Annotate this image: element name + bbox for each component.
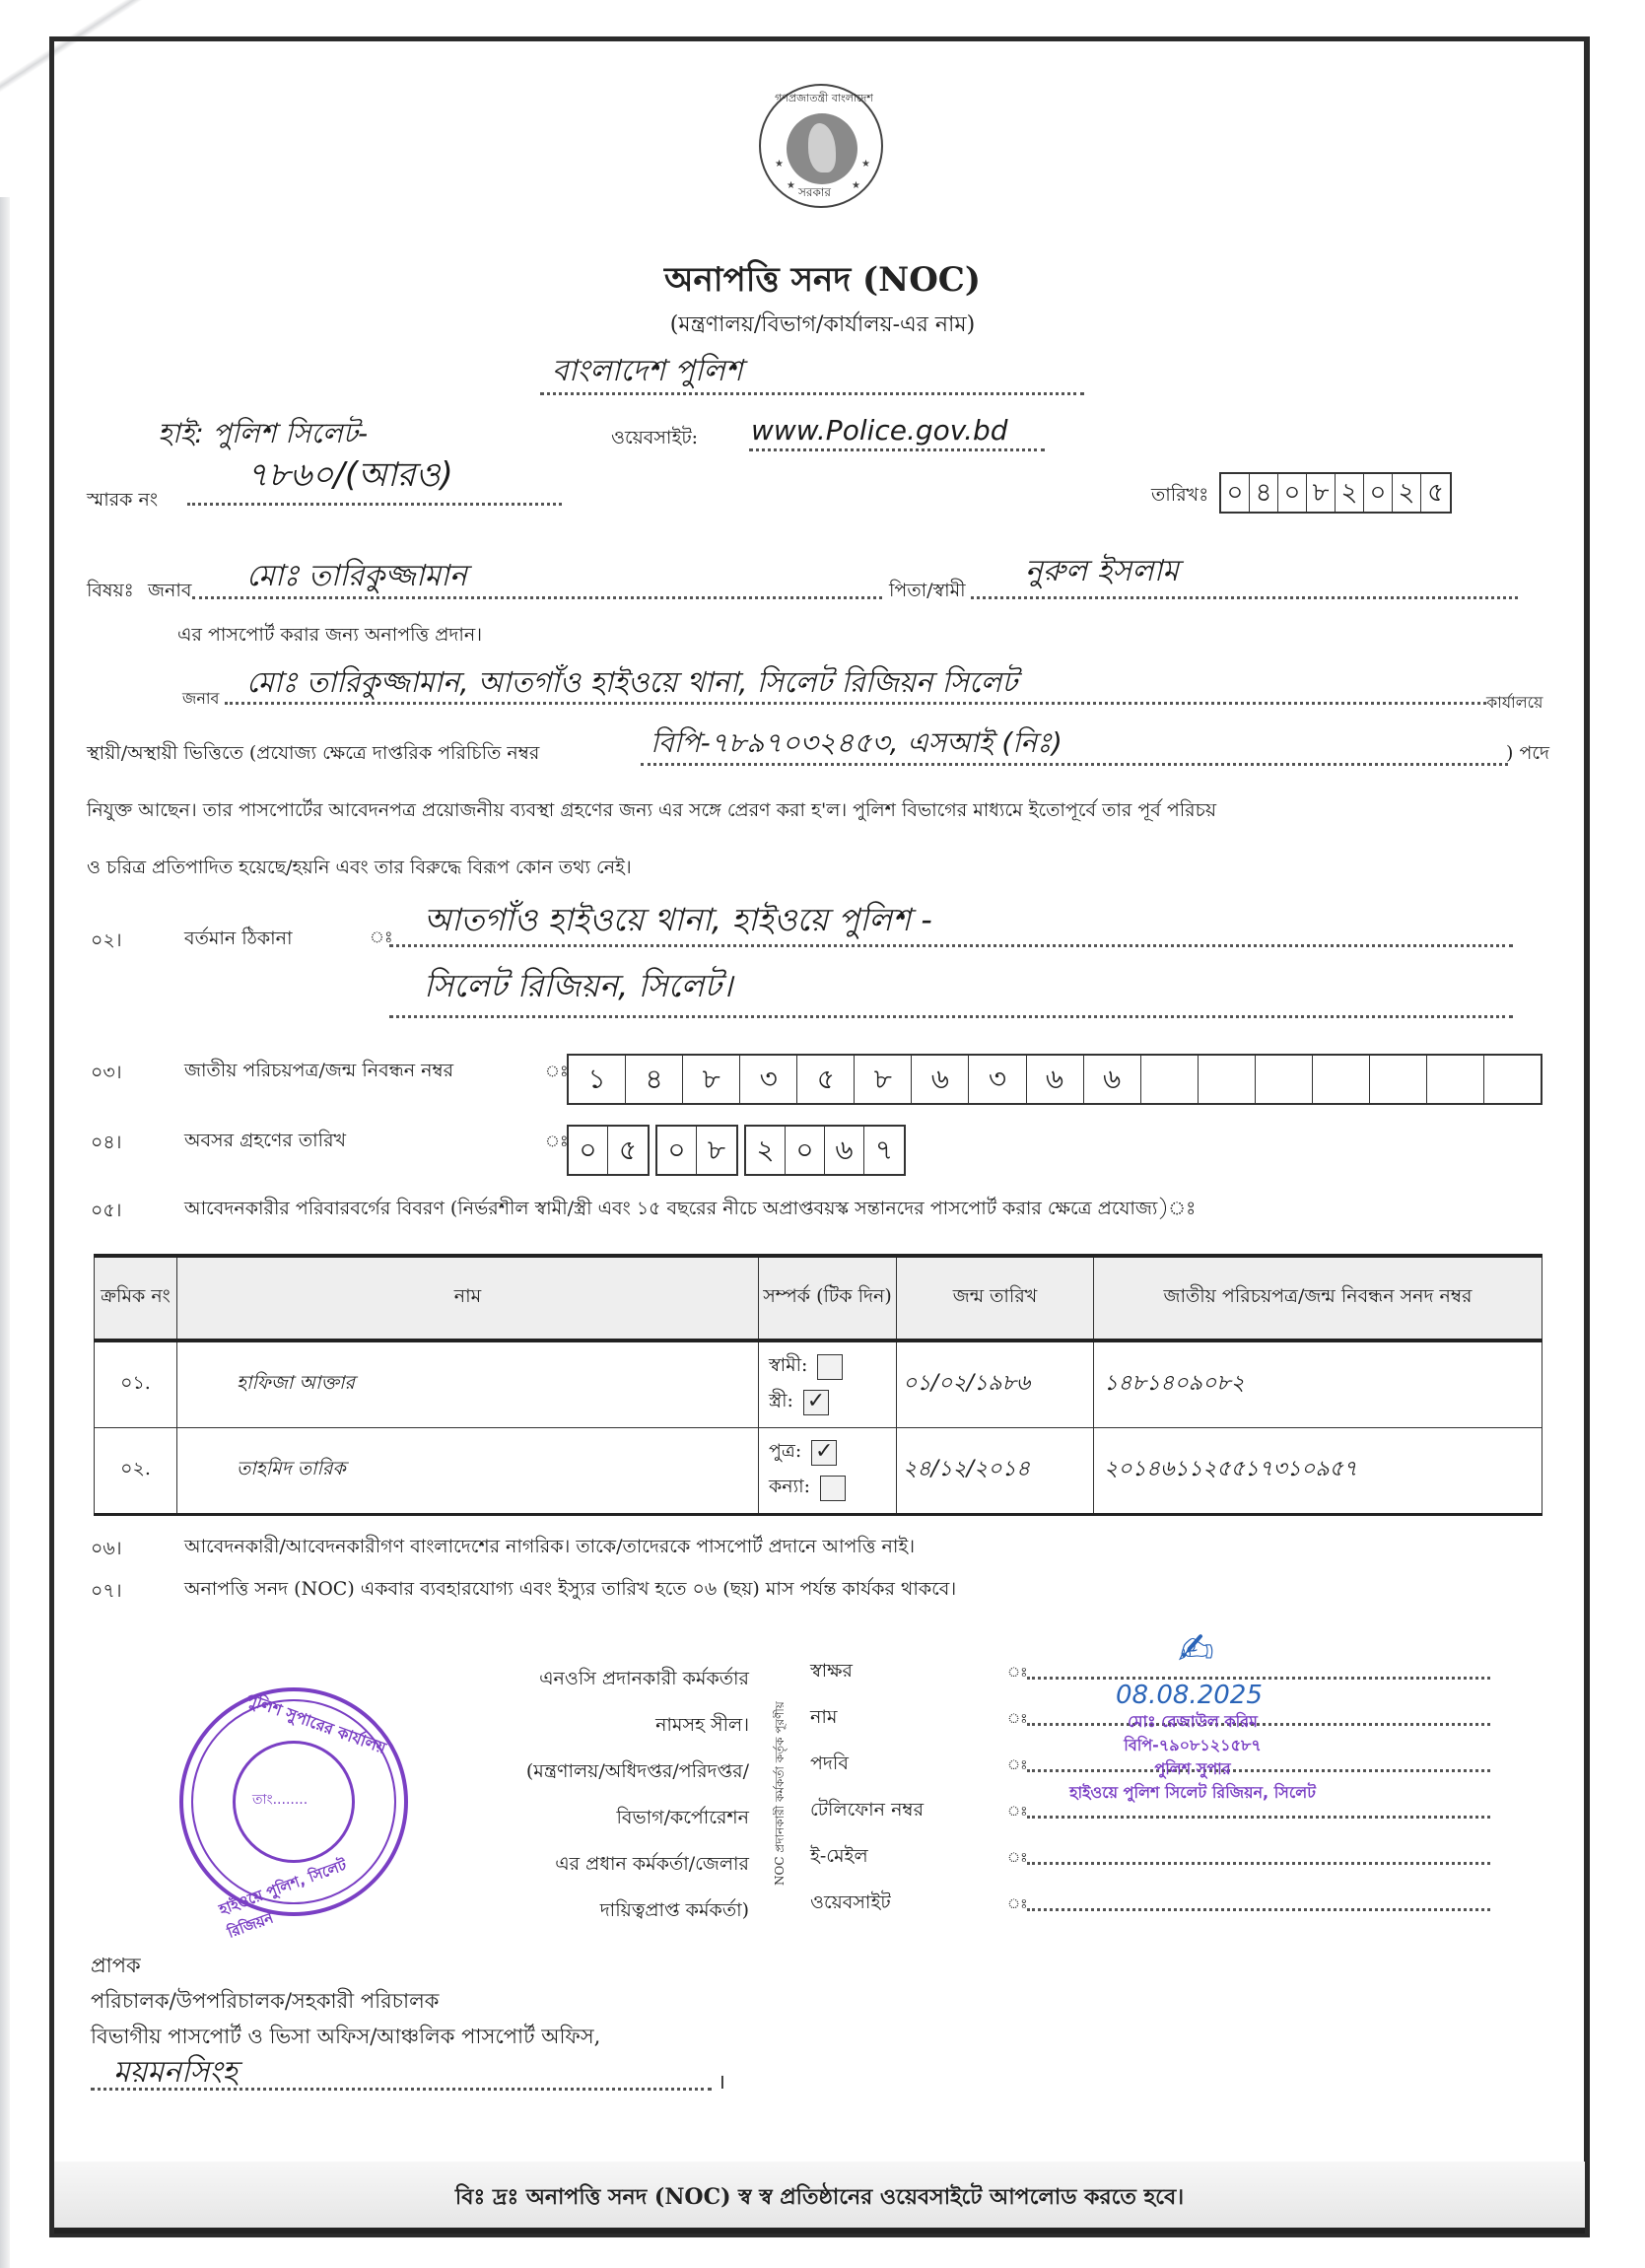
recipient-end-mark: । xyxy=(718,2070,725,2094)
subject-label: বিষয়ঃ xyxy=(87,580,134,601)
row-serial: ০২. xyxy=(95,1427,177,1514)
address-line1-value[interactable]: আতগাঁও হাইওয়ে থানা, হাইওয়ে পুলিশ - xyxy=(424,901,932,938)
issuer-field-colon: ঃ xyxy=(1007,1896,1028,1912)
website-underline xyxy=(749,448,1045,451)
nid-digit-box[interactable] xyxy=(1141,1056,1199,1103)
star-icon: ★ xyxy=(852,180,860,191)
family-table-row xyxy=(95,1427,1542,1514)
memo-label: স্মারক নং xyxy=(87,489,159,511)
address-label: বর্তমান ঠিকানা xyxy=(184,928,293,949)
issuer-description-line: বিভাগ/কর্পোরেশন xyxy=(616,1807,749,1828)
signed-date: 08.08.2025 xyxy=(1116,1681,1263,1710)
issuer-field-colon: ঃ xyxy=(1007,1711,1028,1727)
document-subtitle: (মন্ত্রণালয়/বিভাগ/কার্যালয়-এর নাম) xyxy=(669,312,976,337)
government-emblem xyxy=(759,84,883,208)
nid-digit-box[interactable]: ৩ xyxy=(969,1056,1026,1103)
issuer-field-label: টেলিফোন নম্বর xyxy=(810,1799,925,1821)
row-dob[interactable]: ০১/০২/১৯৮৬ xyxy=(897,1340,1094,1427)
nid-colon: ঃ xyxy=(545,1062,569,1080)
relation-option xyxy=(769,1435,896,1471)
page-edge-shadow xyxy=(0,197,10,2268)
checkbox-checked[interactable]: ✓ xyxy=(811,1440,837,1466)
checkbox-unchecked[interactable] xyxy=(817,1354,843,1380)
date-digit-box[interactable]: ০ xyxy=(1221,474,1250,512)
date-digit-box[interactable]: ২ xyxy=(1336,474,1364,512)
officer-name-stamp xyxy=(1069,1710,1316,1805)
retirement-month-group xyxy=(655,1125,738,1176)
emblem-ring-text: গণপ্রজাতন্ত্রী বাংলাদেশ xyxy=(775,92,873,104)
item-06-text: আবেদনকারী/আবেদনকারীগণ বাংলাদেশের নাগরিক। তাকে/তাদেরকে পাসপোর্ট প্রদানে আপত্তি নাই। xyxy=(184,1536,916,1557)
family-table-header xyxy=(95,1256,1542,1340)
officer-stamp-line: পুলিশ সুপার xyxy=(1154,1759,1231,1778)
nid-number-boxes[interactable] xyxy=(567,1054,1542,1105)
nid-digit-box[interactable]: ৮ xyxy=(855,1056,912,1103)
body-janab-label: জনাব xyxy=(182,689,220,708)
retirement-digit-box[interactable]: ০ xyxy=(786,1127,825,1174)
item-06-number: ০৬। xyxy=(91,1538,122,1559)
relation-option-label: স্ত্রী: xyxy=(769,1389,793,1411)
retirement-digit-box[interactable]: ০ xyxy=(657,1127,697,1174)
issuer-field-label: ই-মেইল xyxy=(810,1845,868,1867)
retirement-digit-box[interactable]: ৭ xyxy=(874,1134,894,1166)
officer-stamp-line: হাইওয়ে পুলিশ সিলেট রিজিয়ন, সিলেট xyxy=(1069,1783,1316,1802)
checkbox-unchecked[interactable] xyxy=(820,1476,846,1501)
relation-option-label: পুত্র: xyxy=(769,1439,802,1462)
memo-prefix[interactable]: হাই: পুলিশ সিলেট- xyxy=(158,417,369,449)
star-icon: ★ xyxy=(861,159,870,170)
date-digit-box[interactable]: ৫ xyxy=(1427,478,1444,508)
date-digit-box[interactable]: ২ xyxy=(1393,474,1421,512)
item-02-number: ০২। xyxy=(91,929,122,951)
issuer-description-line: এনওসি প্রদানকারী কর্মকর্তার xyxy=(539,1668,749,1689)
item-07-text: অনাপত্তি সনদ (NOC) একবার ব্যবহারযোগ্য এবং ইস্যুর তারিখ হতে ০৬ (ছয়) মাস পর্যন্ত কার্যকর থাকবে। xyxy=(184,1578,957,1600)
relation-option-label: স্বামী: xyxy=(769,1353,808,1376)
seal-inner-text: তাং........ xyxy=(252,1792,308,1808)
issuer-description xyxy=(444,1656,749,1934)
retirement-digit-box[interactable]: ৮ xyxy=(707,1134,726,1166)
purpose-line: এর পাসপোর্ট করার জন্য অনাপত্তি প্রদান। xyxy=(177,624,483,646)
row-nid[interactable]: ২০১৪৬১১২৫৫১৭৩১০৯৫৭ xyxy=(1094,1427,1542,1514)
issuer-description-line: (মন্ত্রণালয়/অধিদপ্তর/পরিদপ্তর/ xyxy=(525,1760,749,1782)
relation-option xyxy=(769,1349,896,1385)
office-underline xyxy=(225,702,1486,705)
nid-digit-box[interactable]: ১ xyxy=(569,1056,626,1103)
emblem-ring-bottom-text: সরকার xyxy=(798,185,832,199)
nid-digit-box[interactable] xyxy=(1199,1056,1256,1103)
star-icon: ★ xyxy=(775,159,784,170)
vertical-noc-label: NOC প্রদানকারী কর্মকর্তা কর্তৃক পূরণীয় xyxy=(773,1701,787,1887)
memo-underline xyxy=(187,503,562,506)
row-dob[interactable]: ২৪/১২/২০১৪ xyxy=(897,1427,1094,1514)
nid-digit-box[interactable] xyxy=(1256,1056,1313,1103)
relation-option xyxy=(769,1385,896,1420)
row-name[interactable]: হাফিজা আক্তার xyxy=(177,1340,759,1427)
address-line1-underline xyxy=(389,944,1513,947)
header-serial: ক্রমিক নং xyxy=(95,1256,177,1340)
item-05-number: ০৫। xyxy=(91,1200,122,1221)
row-relation xyxy=(759,1427,897,1514)
office-seal xyxy=(179,1687,408,1942)
issuer-field-input[interactable] xyxy=(1027,1862,1490,1865)
issuer-field-row xyxy=(810,1883,1500,1929)
date-digit-box[interactable]: ৮ xyxy=(1307,474,1336,512)
retirement-colon: ঃ xyxy=(545,1132,569,1150)
janab-label: জনাব xyxy=(148,580,192,601)
issuer-field-input[interactable] xyxy=(1027,1908,1490,1911)
recipient-line2: বিভাগীয় পাসপোর্ট ও ভিসা অফিস/আঞ্চলিক পাসপোর্ট অফিস, xyxy=(91,2025,601,2048)
retirement-digit-box[interactable]: ৬ xyxy=(825,1127,864,1174)
website-value[interactable]: www.Police.gov.bd xyxy=(751,414,1008,447)
official-id-underline xyxy=(641,763,1508,766)
address-colon: ঃ xyxy=(370,928,393,946)
issuer-field-label: স্বাক্ষর xyxy=(810,1660,853,1682)
issuer-field-label: ওয়েবসাইট xyxy=(810,1891,891,1913)
retirement-date-label: অবসর গ্রহণের তারিখ xyxy=(184,1130,347,1151)
row-name[interactable]: তাহমিদ তারিক xyxy=(177,1427,759,1514)
official-id-value[interactable]: বিপি-৭৮৯৭০৩২৪৫৩, এসআই (নিঃ) xyxy=(651,726,1062,759)
date-digit-box[interactable]: ৪ xyxy=(1250,474,1278,512)
issuer-field-label: নাম xyxy=(810,1706,838,1728)
seal-top-text: পুলিশ সুপারের কার্যালয় xyxy=(243,1689,389,1757)
header-name: নাম xyxy=(177,1256,759,1340)
nid-digit-box[interactable]: ৬ xyxy=(1027,1056,1084,1103)
body-line2-prefix: স্থায়ী/অস্থায়ী ভিত্তিতে (প্রযোজ্য ক্ষেত্রে দাপ্তরিক পরিচিতি নম্বর xyxy=(87,742,540,764)
nid-digit-box[interactable] xyxy=(1370,1056,1427,1103)
family-table-row xyxy=(95,1340,1542,1427)
nid-digit-box[interactable] xyxy=(1313,1056,1370,1103)
officer-stamp-line: বিপি-৭৯০৮১২১৫৮৭ xyxy=(1124,1736,1262,1754)
nid-digit-box[interactable]: ৫ xyxy=(797,1056,855,1103)
retirement-digit-box[interactable]: ৫ xyxy=(618,1134,638,1166)
row-serial: ০১. xyxy=(95,1340,177,1427)
body-line4: ও চরিত্র প্রতিপাদিত হয়েছে/হয়নি এবং তার বিরুদ্ধে বিরূপ কোন তথ্য নেই। xyxy=(87,857,632,878)
recipient-label: প্রাপক xyxy=(91,1954,141,1977)
header-dob: জন্ম তারিখ xyxy=(897,1256,1094,1340)
issuer-field-colon: ঃ xyxy=(1007,1665,1028,1681)
issuer-field-input[interactable] xyxy=(1027,1677,1490,1680)
ministry-underline xyxy=(540,392,1084,395)
nid-digit-box[interactable] xyxy=(1427,1056,1484,1103)
recipient-office-underline xyxy=(91,2088,712,2091)
nid-digit-box[interactable] xyxy=(1484,1056,1541,1103)
checkbox-checked[interactable]: ✓ xyxy=(803,1390,829,1415)
row-nid[interactable]: ১৪৮১৪০৯০৮২ xyxy=(1094,1340,1542,1427)
header-relation: সম্পর্ক (টিক দিন) xyxy=(759,1256,897,1340)
item-03-number: ০৩। xyxy=(91,1062,122,1083)
date-digit-box[interactable]: ০ xyxy=(1364,474,1393,512)
retirement-digit-box[interactable]: ০ xyxy=(569,1127,608,1174)
date-label: তারিখঃ xyxy=(1151,484,1209,506)
item-04-number: ০৪। xyxy=(91,1132,122,1153)
seal-bottom-text: হাইওয়ে পুলিশ, সিলেট রিজিয়ন xyxy=(216,1855,349,1942)
row-relation xyxy=(759,1340,897,1427)
issue-date-boxes[interactable] xyxy=(1219,472,1452,514)
officer-stamp-line: মোঃ রেজাউল করিম xyxy=(1128,1712,1258,1731)
family-table xyxy=(94,1254,1542,1516)
applicant-name-underline xyxy=(192,596,882,599)
nid-label: জাতীয় পরিচয়পত্র/জন্ম নিবন্ধন নম্বর xyxy=(184,1060,454,1081)
retirement-day-group xyxy=(567,1125,650,1176)
bangladesh-map-icon xyxy=(808,123,836,172)
applicant-name-value[interactable]: মোঃ তারিকুজ্জামান xyxy=(246,559,467,593)
issuer-description-line: নামসহ সীল। xyxy=(655,1714,749,1736)
father-label: পিতা/স্বামী xyxy=(889,580,966,601)
body-line3: নিযুক্ত আছেন। তার পাসপোর্টের আবেদনপত্র প্রয়োজনীয় ব্যবস্থা গ্রহণের জন্য এর সঙ্গে প্রেরণ করা হ'ল। পুলিশ বিভাগের মাধ্যমে ইতোপূর্বে তার পূর্ব পরিচয় xyxy=(87,799,1217,821)
office-value[interactable]: মোঃ তারিকুজ্জামান, আতগাঁও হাইওয়ে থানা, সিলেট রিজিয়ন সিলেট xyxy=(246,665,1018,699)
issuer-field-row xyxy=(810,1836,1500,1883)
address-line2-value[interactable]: সিলেট রিজিয়ন, সিলেট। xyxy=(424,967,733,1004)
recipient-line1: পরিচালক/উপপরিচালক/সহকারী পরিচালক xyxy=(91,1989,440,2013)
body-line2-suffix: ) পদে xyxy=(1506,742,1549,764)
footer-note: বিঃ দ্রঃ অনাপত্তি সনদ (NOC) স্ব স্ব প্রতিষ্ঠানের ওয়েবসাইটে আপলোড করতে হবে। xyxy=(54,2162,1585,2234)
issuer-description-line: দায়িত্বপ্রাপ্ত কর্মকর্তা) xyxy=(599,1899,749,1921)
website-label: ওয়েবসাইট: xyxy=(611,427,699,448)
memo-number-value[interactable]: ৭৮৬০/(আরও) xyxy=(246,455,453,495)
date-digit-box[interactable]: ০ xyxy=(1278,474,1307,512)
issuer-field-colon: ঃ xyxy=(1007,1850,1028,1866)
issuer-description-line: এর প্রধান কর্মকর্তা/জেলার xyxy=(555,1853,749,1875)
father-name-underline xyxy=(971,596,1518,599)
issuer-field-input[interactable] xyxy=(1027,1816,1490,1819)
nid-digit-box[interactable]: ৮ xyxy=(683,1056,740,1103)
retirement-date-boxes[interactable] xyxy=(567,1125,906,1176)
issuer-field-colon: ঃ xyxy=(1007,1804,1028,1820)
father-name-value[interactable]: নুরুল ইসলাম xyxy=(1025,554,1179,588)
issuer-field-label: পদবি xyxy=(810,1753,849,1774)
signature-scribble: ✍ xyxy=(1178,1624,1214,1675)
header-nid: জাতীয় পরিচয়পত্র/জন্ম নিবন্ধন সনদ নম্বর xyxy=(1094,1256,1542,1340)
document-title: অনাপত্তি সনদ (NOC) xyxy=(664,260,981,300)
recipient-office-value[interactable]: ময়মনসিংহ xyxy=(113,2055,238,2090)
ministry-name-value[interactable]: বাংলাদেশ পুলিশ xyxy=(552,354,743,388)
office-suffix: কার্যালয়ে xyxy=(1486,693,1543,712)
address-line2-underline xyxy=(389,1015,1513,1018)
item-07-number: ০৭। xyxy=(91,1580,122,1602)
relation-option-label: কন্যা: xyxy=(769,1475,811,1497)
nid-digit-box[interactable]: ৬ xyxy=(912,1056,969,1103)
nid-digit-box[interactable]: ৪ xyxy=(626,1056,683,1103)
nid-digit-box[interactable]: ৩ xyxy=(740,1056,797,1103)
issuer-field-colon: ঃ xyxy=(1007,1757,1028,1773)
nid-digit-box[interactable]: ৬ xyxy=(1084,1056,1141,1103)
star-icon: ★ xyxy=(787,180,795,191)
retirement-digit-box[interactable]: ২ xyxy=(746,1127,786,1174)
retirement-year-group xyxy=(744,1125,906,1176)
emblem-map-disc xyxy=(787,113,857,184)
relation-option xyxy=(769,1471,896,1506)
family-details-label: আবেদনকারীর পরিবারবর্গের বিবরণ (নির্ভরশীল স্বামী/স্ত্রী এবং ১৫ বছরের নীচে অপ্রাপ্তবয়স্ক সন্তানদের পাসপোর্ট করার ক্ষেত্রে প্রযোজ্য)ঃ xyxy=(184,1198,1197,1219)
